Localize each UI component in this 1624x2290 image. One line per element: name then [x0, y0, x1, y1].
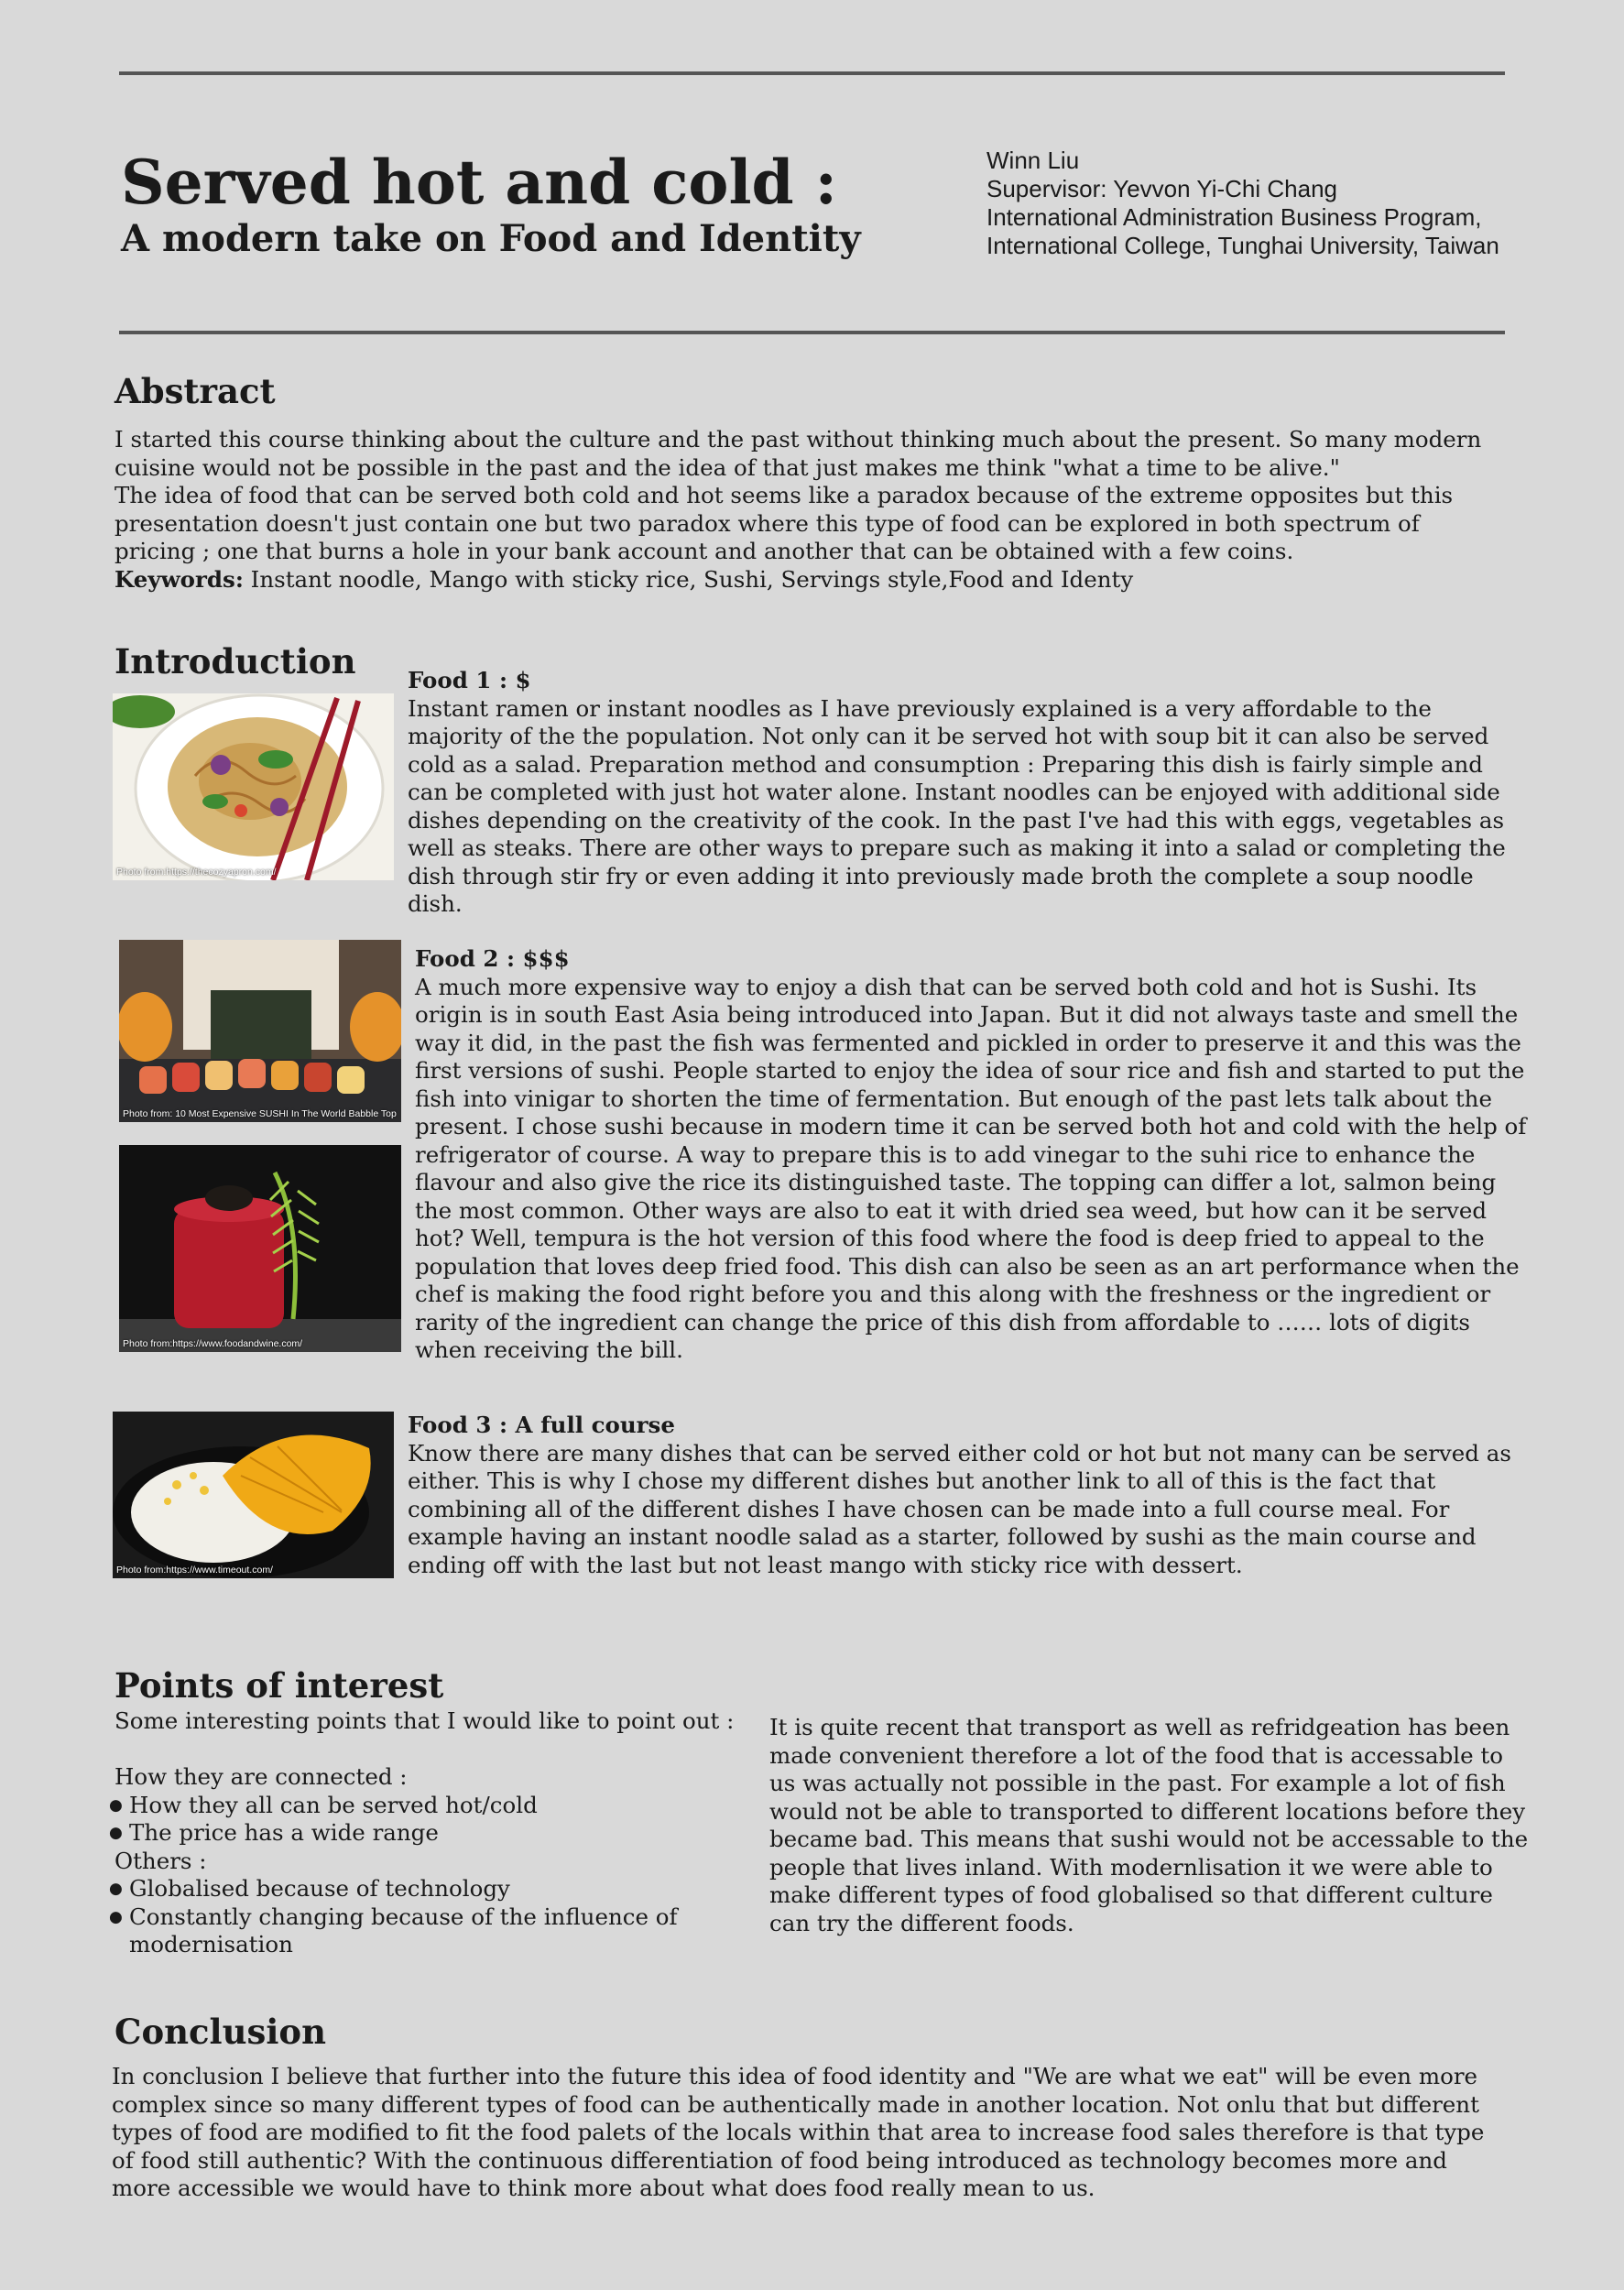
food2-text: A much more expensive way to enjoy a dish that can be served both cold and hot is Sushi. Its origin is in south East Asia being introduced into Japan. But it did not always taste and smell the way it did, in the past the fish was fermented and pickled in order to preserve it and this was the first versions of sushi. People started to enjoy the idea of sour rice and fish and started to put the fish into vinigar to shorten the time of fermentation. But enough of the past lets talk about the present. I chose sushi because in modern time it can be served both hot and cold with the help of refrigerator of course. A way to prepare this is to add vinegar to the suhi rice to enhance the flavour and also give the rice its distinguished taste. The topping can differ a lot, salmon being the most common. Other ways are also to eat it with dried sea weed, but how can it be served hot? Well, tempura is the hot version of this food where the food is deep fried to appeal to the population that loves deep fried food. This dish can also be seen as an art performance when the chef is making the food right before you and this along with the freshness or the ingredient or rarity of the ingredient can change the price of this dish from affordable to …… lots of digits when receiving the bill. [415, 973, 1527, 1363]
others-list [114, 1875, 747, 1959]
points-heading: Points of interest [114, 1665, 444, 1706]
supervisor: Supervisor: Yevvon Yi-Chi Chang [986, 175, 1338, 202]
mango-sticky-rice-photo [113, 1412, 394, 1578]
photo-credit: Photo from:https://www.timeout.com/ [116, 1565, 273, 1576]
points-right-column [769, 1714, 1530, 1937]
abstract-heading: Abstract [114, 371, 276, 411]
top-divider [119, 71, 1505, 75]
photo-credit: Photo from:https://www.foodandwine.com/ [123, 1338, 303, 1349]
food1-section [408, 667, 1520, 919]
list-item: ● Constantly changing because of the influence of modernisation [114, 1903, 747, 1959]
keywords-text: Instant noodle, Mango with sticky rice, Sushi, Servings style,Food and Identy [243, 565, 1134, 593]
conclusion-heading: Conclusion [114, 2012, 326, 2052]
keywords-line [114, 566, 1507, 594]
sushi-platter-photo [119, 940, 401, 1122]
tuna-tartare-photo [119, 1145, 401, 1352]
food3-text: Know there are many dishes that can be served either cold or hot but not many can be served as either. This is why I chose my different dishes but another link to all of this is the fact that combining all of the different dishes I have chosen can be made into a full course meal. For example having an instant noodle salad as a starter, followed by sushi as the main course and ending off with the last but not least mango with sticky rice with dessert. [408, 1439, 1511, 1578]
photo-credit: Photo from:https://thecozyapron.com/ [116, 867, 277, 878]
points-intro: Some interesting points that I would like to point out : [114, 1707, 735, 1734]
photo-credit: Photo from: 10 Most Expensive SUSHI In The World Babble Top [123, 1108, 397, 1119]
abstract-paragraph: The idea of food that can be served both cold and hot seems like a paradox because of the extreme opposites but this presentation doesn't just contain one but two paradox where this type of food can be explored in both spectrum of pricing ; one that burns a hole in your bank account and another that can be obtained with a few coins. [114, 482, 1454, 564]
food3-title: Food 3 : A full course [408, 1412, 675, 1438]
keywords-label: Keywords: [114, 565, 244, 593]
connected-list [114, 1792, 747, 1848]
program: International Administration Business Program, [986, 203, 1482, 231]
connected-label: How they are connected : [114, 1763, 408, 1790]
conclusion-text: In conclusion I believe that further into the future this idea of food identity and "We are what we eat" will be even more complex since so many different types of food can be authentically made in another location. Not onlu that but different types of food are modified to fit the food palets of the locals within that area to increase food sales therefore is that type of food still authentic? With the continuous differentiation of food being introduced as technology becomes more and more accessible we would have to think more about what does food really mean to us. [112, 2063, 1485, 2201]
others-label: Others : [114, 1847, 207, 1874]
abstract-body [114, 426, 1507, 594]
points-right-text: It is quite recent that transport as well as refridgeation has been made convenient therefore a lot of the food that is accessable to us was actually not possible in the past. For example a lot of fish would not be able to transported to different locations before they became bad. This means that sushi would not be accessable to the people that lives inland. With modernlisation it we were able to make different types of food globalised so that different culture can try the different foods. [769, 1714, 1529, 1936]
food1-title: Food 1 : $ [408, 667, 531, 693]
instant-noodle-photo [113, 693, 394, 880]
list-item: ● Globalised because of technology [114, 1875, 747, 1903]
poster-subtitle: A modern take on Food and Identity [121, 217, 861, 260]
list-item: ● How they all can be served hot/cold [114, 1792, 747, 1820]
author-name: Winn Liu [986, 147, 1080, 174]
affiliation: International College, Tunghai University, Taiwan [986, 232, 1499, 259]
food1-text: Instant ramen or instant noodles as I have previously explained is a very affordable to the majority of the the population. Not only can it be served hot with soup bit it can also be served cold as a salad. Preparation method and consumption : Preparing this dish is fairly simple and can be completed with just hot water alone. Instant noodles can be enjoyed with additional side dishes depending on the creativity of the cook. In the past I've had this with eggs, vegetables as well as steaks. There are other ways to prepare such as making it into a salad or completing the dish through stir fry or even adding it into previously made broth the complete a soup noodle dish. [408, 694, 1506, 917]
list-item: ● The price has a wide range [114, 1819, 747, 1848]
author-block [986, 147, 1499, 260]
food3-section [408, 1412, 1520, 1579]
header-divider [119, 331, 1505, 334]
blank-line [114, 1736, 747, 1764]
food2-title: Food 2 : $$$ [415, 945, 570, 972]
poster-title: Served hot and cold : [121, 147, 838, 218]
points-left-column [114, 1707, 747, 1959]
introduction-heading: Introduction [114, 641, 356, 682]
conclusion-body [112, 2063, 1504, 2203]
abstract-paragraph: I started this course thinking about the culture and the past without thinking much about the present. So many modern cuisine would not be possible in the past and the idea of that just makes me think "what a time to be alive." [114, 426, 1482, 481]
food2-section [415, 945, 1528, 1365]
